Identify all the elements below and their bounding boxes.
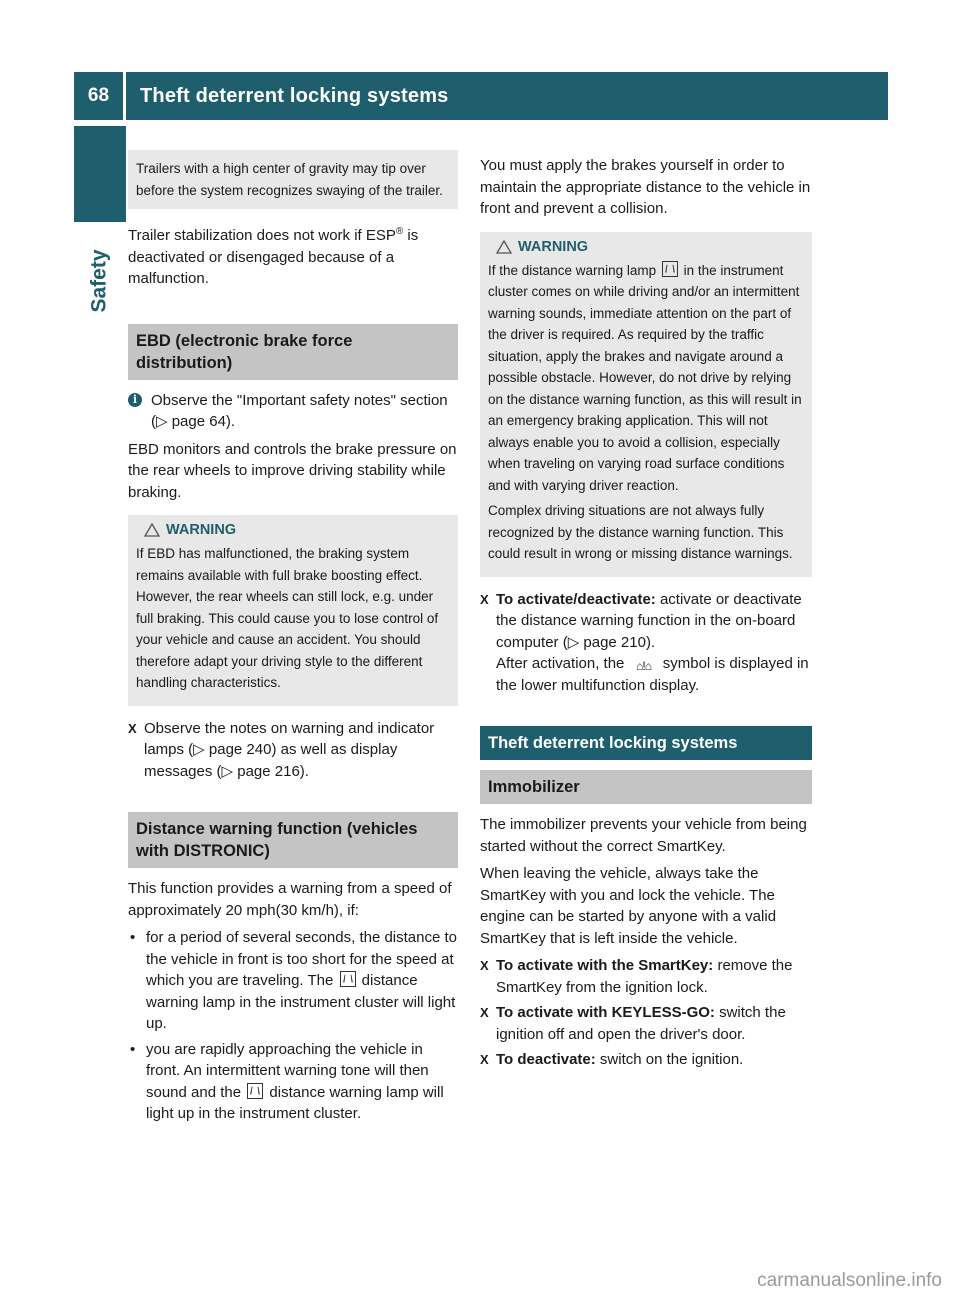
warning-triangle-icon — [496, 240, 512, 254]
side-block — [74, 126, 126, 222]
step-x-icon: X — [128, 720, 137, 736]
distance-warning-lamp-icon — [662, 261, 678, 277]
brake-paragraph: You must apply the brakes yourself in order to maintain the appropriate distance to the vehicle in front and prevent a collision. — [480, 157, 811, 217]
immobilizer-paragraph-1: The immobilizer prevents your vehicle from being started without the correct SmartKey. — [480, 816, 807, 855]
ebd-info — [128, 390, 458, 433]
immobilizer-step-3: X To deactivate: switch on the ignition. — [480, 1049, 812, 1071]
side-tab — [74, 226, 126, 336]
footer-watermark: carmanualsonline.info — [757, 1270, 942, 1291]
ebd-warning-text: If EBD has malfunctioned, the braking system remains available with full brake boosting effect. However, the rear wheels can still lock, e.g. under full braking. This could cause you to lose control of your vehicle and cause an accident. You should therefore adapt your driving style to the different handling characteristics. — [136, 546, 439, 690]
step-x-icon: X — [480, 958, 489, 973]
right-column — [480, 155, 812, 1075]
distance-heading: Distance warning function (vehicles with DISTRONIC) — [128, 812, 458, 868]
ebd-paragraph: EBD monitors and controls the brake pressure on the rear wheels to improve driving stability while braking. — [128, 440, 457, 501]
info-icon: i — [128, 393, 142, 407]
side-tab-label: Safety — [88, 249, 111, 313]
step-x-icon: X — [480, 591, 489, 607]
running-title: Theft deterrent locking systems — [140, 85, 449, 107]
distance-paragraph: This function provides a warning from a speed of approximately 20 mph(30 km/h), if: — [128, 880, 452, 919]
ebd-warning-box — [128, 515, 458, 706]
distance-bullet-1: • for a period of several seconds, the distance to the vehicle in front is too short for the speed at which you are traveling. The distance warning lamp in the instrument cluster will light up. — [130, 929, 458, 1032]
ebd-heading: EBD (electronic brake force distribution) — [128, 324, 458, 380]
distance-warning-box — [480, 232, 812, 577]
immobilizer-heading: Immobilizer — [480, 770, 812, 804]
ebd-info-text: Observe the "Important safety notes" section (▷ page 64). — [151, 391, 448, 430]
warning-title: WARNING — [488, 236, 804, 258]
page-number: 68 — [74, 72, 126, 120]
distance-warning-text-2: Complex driving situations are not always fully recognized by the distance warning function. This could result in wrong or missing distance warnings. — [488, 503, 793, 561]
distance-warning-symbol-icon: ⌂!⌂ — [636, 659, 651, 673]
left-column — [128, 150, 458, 1129]
distance-warning-lamp-icon — [247, 1083, 263, 1099]
activate-step: X To activate/deactivate: activate or deactivate the distance warning function in the on-board computer (▷ page 210). After activation, the ⌂!⌂ symbol is displayed in the lower multifunction display. — [480, 589, 812, 697]
distance-warning-lamp-icon — [340, 971, 356, 987]
theft-heading: Theft deterrent locking systems — [480, 726, 812, 760]
immobilizer-paragraph-2: When leaving the vehicle, always take the SmartKey with you and lock the vehicle. The engine can be started by anyone with a valid SmartKey that is left inside the vehicle. — [480, 865, 777, 947]
immobilizer-step-2: X To activate with KEYLESS-GO: switch the ignition off and open the driver's door. — [480, 1002, 812, 1045]
immobilizer-step-1: X To activate with the SmartKey: remove the SmartKey from the ignition lock. — [480, 955, 812, 998]
warning-title: WARNING — [136, 519, 450, 541]
distance-warning-text-1: If the distance warning lamp in the instrument cluster comes on while driving and/or an intermittent warning sounds, immediate attention on the part of the driver is required. As required by the traffic situation, apply the brakes and navigate around a possible obstacle. However, do not drive by relying on the distance warning function, as this will result in an emergency braking application. This will not always enable you to avoid a collision, especially when traveling on varying road surface conditions and with varying driver reaction. — [488, 262, 802, 493]
ebd-step: X Observe the notes on warning and indicator lamps (▷ page 240) as well as display messages (▷ page 216). — [128, 718, 458, 783]
step-x-icon: X — [480, 1005, 489, 1020]
warning-triangle-icon — [144, 523, 160, 537]
step-x-icon: X — [480, 1052, 489, 1067]
distance-bullet-2: • you are rapidly approaching the vehicle in front. An intermittent warning tone will then sound and the distance warning lamp will light up in the instrument cluster. — [130, 1040, 444, 1122]
trailer-note: Trailers with a high center of gravity may tip over before the system recognizes swaying of the trailer. — [128, 150, 458, 209]
trailer-paragraph: Trailer stabilization does not work if ESP® is deactivated or disengaged because of a malfunction. — [128, 226, 419, 287]
